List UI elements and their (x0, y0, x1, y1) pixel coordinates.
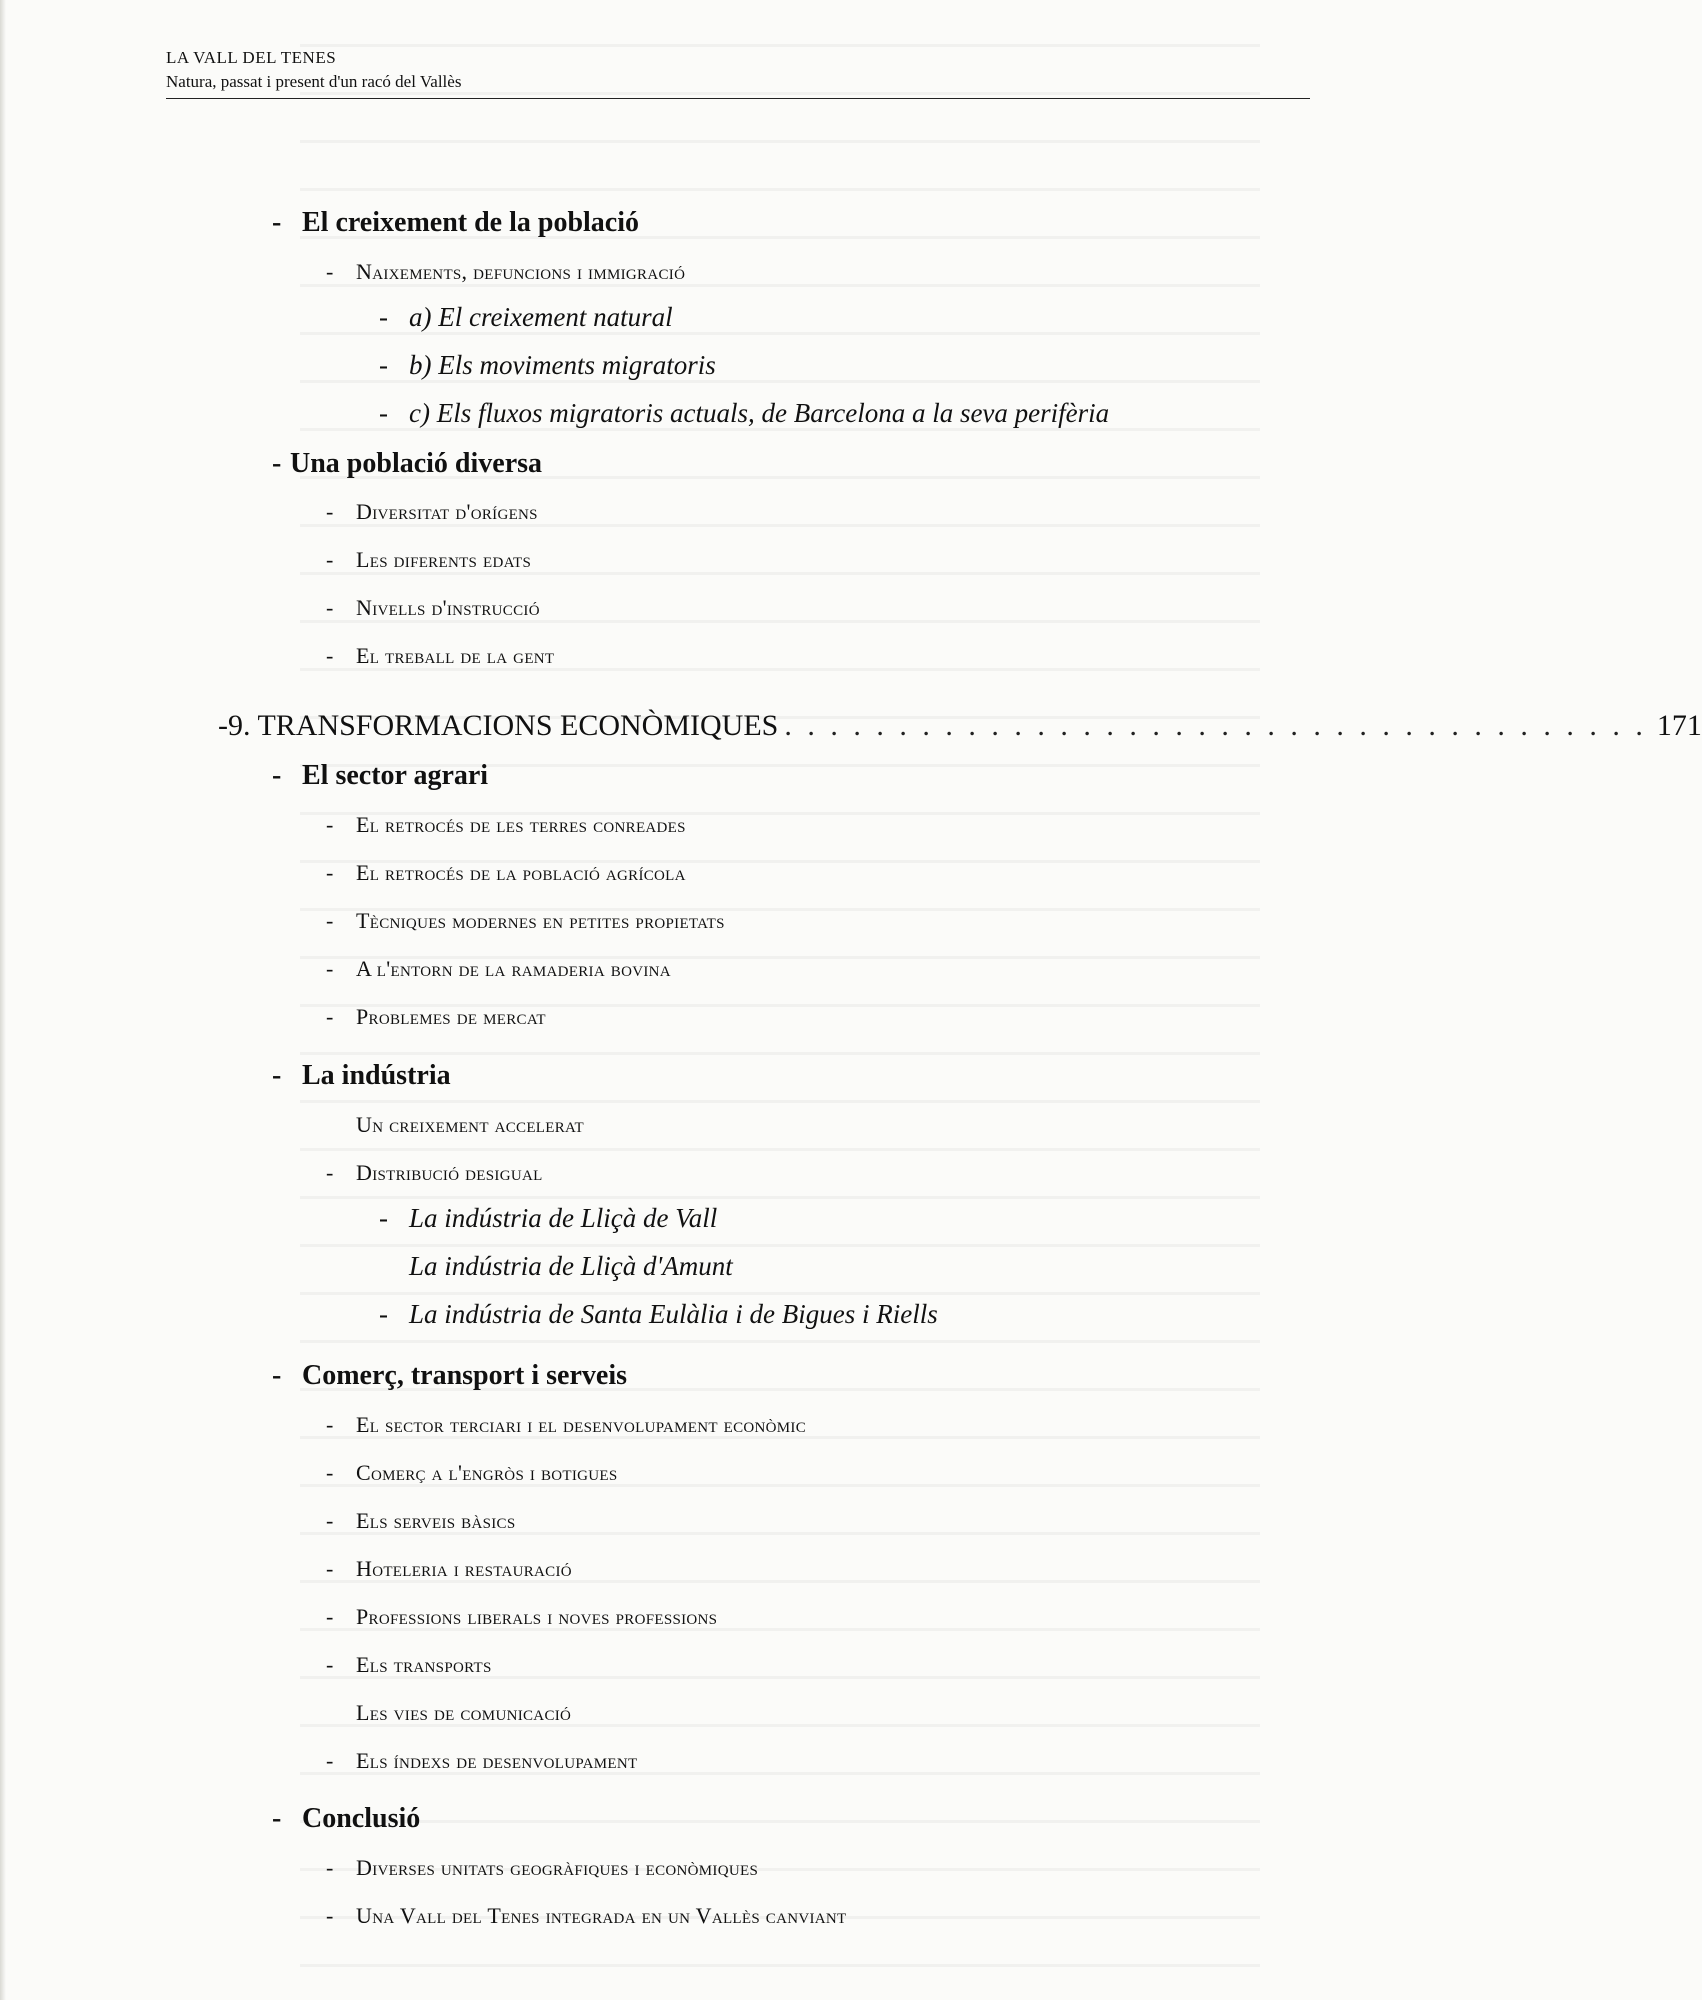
toc-subsection-naixements[interactable] (326, 261, 685, 283)
dash: - (272, 448, 282, 479)
dash: - (326, 1748, 334, 1773)
toc-subsection-label: Un creixement accelerat (356, 1112, 584, 1137)
dash: - (326, 1412, 334, 1437)
toc-subsection-label: Diverses unitats geogràfiques i econòmiques (356, 1855, 759, 1880)
toc-subsection-tecniques-modernes[interactable] (326, 910, 725, 932)
dash: - (326, 1604, 334, 1629)
toc-subsection-label: Naixements, defuncions i immigració (356, 259, 686, 284)
toc-chapter-9[interactable] (218, 709, 1702, 742)
toc-subsection-edats[interactable] (326, 549, 531, 571)
toc-item-label: La indústria de Santa Eulàlia i de Bigues i Riells (409, 1299, 938, 1329)
toc-section-conclusio[interactable] (272, 1805, 420, 1833)
toc-subsection-poblacio-agricola[interactable] (326, 862, 686, 884)
dash: - (326, 1160, 334, 1185)
dash: - (326, 259, 334, 284)
toc-subsection-sector-terciari[interactable] (326, 1414, 806, 1436)
dash: - (326, 1556, 334, 1581)
dash: - (326, 547, 334, 572)
toc-subsection-terres-conreades[interactable] (326, 814, 686, 836)
dot-leader: . . . . . . . . . . . . . . . . . . . . . . . . . . . . . . . . . . . . . . (784, 709, 1647, 742)
toc-section-creixement[interactable] (272, 209, 639, 237)
toc-subsection-serveis-basics[interactable] (326, 1510, 516, 1532)
dash: - (379, 1203, 388, 1233)
dash: - (272, 1360, 282, 1391)
toc-item-label: La indústria de Lliçà de Vall (409, 1203, 718, 1233)
toc-item-llica-damunt[interactable] (379, 1253, 733, 1280)
chapter-title: 9. TRANSFORMACIONS ECONÒMIQUES (228, 709, 779, 742)
toc-item-label: b) Els moviments migratoris (409, 350, 716, 380)
toc-subsection-creixement-accelerat[interactable] (326, 1114, 584, 1136)
toc-subsection-label: Les vies de comunicació (356, 1700, 572, 1725)
dash: - (326, 643, 334, 668)
dash: - (379, 1299, 388, 1329)
toc-subsection-label: Els transports (356, 1652, 492, 1677)
dash: - (326, 499, 334, 524)
toc-subsection-label: Una Vall del Tenes integrada en un Vallès canviant (356, 1903, 847, 1928)
toc-subsection-label: Tècniques modernes en petites propietats (356, 908, 725, 933)
page-number: 171 (1656, 709, 1702, 742)
toc-subsection-professions[interactable] (326, 1606, 717, 1628)
toc-subsection-label: El retrocés de la població agrícola (356, 860, 686, 885)
toc-subsection-comerc-engros[interactable] (326, 1462, 618, 1484)
dash: - (326, 1903, 334, 1928)
dash: - (326, 860, 334, 885)
toc-subsection-label: Diversitat d'orígens (356, 499, 538, 524)
dash: - (326, 1652, 334, 1677)
toc-subsection-transports[interactable] (326, 1654, 492, 1676)
toc-section-label: Comerç, transport i serveis (302, 1360, 628, 1391)
dash: - (326, 812, 334, 837)
dash: - (326, 595, 334, 620)
toc-section-poblacio-diversa[interactable] (272, 450, 542, 478)
toc-item-label: a) El creixement natural (409, 302, 673, 332)
toc-subsection-diversitat[interactable] (326, 501, 538, 523)
toc-item-moviments-migratoris[interactable] (379, 352, 716, 379)
toc-subsection-hoteleria[interactable] (326, 1558, 572, 1580)
toc-section-label: Conclusió (302, 1803, 421, 1834)
toc-subsection-ramaderia-bovina[interactable] (326, 958, 671, 980)
dash: - (272, 1803, 282, 1834)
dash: - (272, 1060, 282, 1091)
dash: - (272, 760, 282, 791)
toc-section-comerc[interactable] (272, 1362, 627, 1390)
dash: - (326, 1004, 334, 1029)
toc-subsection-label: El retrocés de les terres conreades (356, 812, 686, 837)
toc-subsection-label: Distribució desigual (356, 1160, 543, 1185)
book-subtitle: Natura, passat i present d'un racó del Vallès (166, 72, 462, 91)
toc-item-label: c) Els fluxos migratoris actuals, de Barcelona a la seva perifèria (409, 398, 1110, 428)
toc-item-fluxos-migratoris[interactable] (379, 400, 1109, 427)
toc-item-creixement-natural[interactable] (379, 304, 673, 331)
toc-subsection-unitats-geografiques[interactable] (326, 1857, 758, 1879)
toc-item-llica-de-vall[interactable] (379, 1205, 717, 1232)
toc-subsection-instruccio[interactable] (326, 597, 540, 619)
toc-subsection-label: Comerç a l'engròs i botigues (356, 1460, 618, 1485)
toc-subsection-distribucio-desigual[interactable] (326, 1162, 543, 1184)
toc-section-label: El sector agrari (302, 760, 489, 791)
dash: - (379, 398, 388, 428)
dash: - (379, 350, 388, 380)
toc-subsection-index-desenvolupament[interactable] (326, 1750, 637, 1772)
toc-subsection-vies-comunicacio[interactable] (326, 1702, 571, 1724)
toc-subsection-label: Professions liberals i noves professions (356, 1604, 718, 1629)
toc-item-santa-eulalia-bigues[interactable] (379, 1301, 938, 1328)
dash: - (326, 956, 334, 981)
toc-section-sector-agrari[interactable] (272, 762, 488, 790)
toc-subsection-problemes-mercat[interactable] (326, 1006, 546, 1028)
toc-subsection-label: Els índexs de desenvolupament (356, 1748, 638, 1773)
toc-item-label: La indústria de Lliçà d'Amunt (409, 1251, 733, 1281)
dash: - (379, 302, 388, 332)
toc-subsection-treball[interactable] (326, 645, 554, 667)
dash: - (326, 908, 334, 933)
toc-subsection-label: A l'entorn de la ramaderia bovina (356, 956, 671, 981)
toc-subsection-label: El treball de la gent (356, 643, 555, 668)
toc-section-label: El creixement de la població (302, 207, 639, 238)
dash: - (326, 1460, 334, 1485)
toc-section-label: La indústria (302, 1060, 451, 1091)
toc-subsection-label: El sector terciari i el desenvolupament econòmic (356, 1412, 807, 1437)
toc-subsection-label: Hoteleria i restauració (356, 1556, 572, 1581)
toc-subsection-label: Les diferents edats (356, 547, 532, 572)
dash: - (218, 709, 228, 742)
toc-subsection-label: Problemes de mercat (356, 1004, 546, 1029)
book-title: LA VALL DEL TENES (166, 48, 337, 67)
toc-subsection-label: Els serveis bàsics (356, 1508, 516, 1533)
toc-subsection-vall-tenes-integrada[interactable] (326, 1905, 847, 1927)
dash: - (326, 1855, 334, 1880)
toc-subsection-label: Nivells d'instrucció (356, 595, 540, 620)
dash: - (326, 1508, 334, 1533)
dash: - (272, 207, 282, 238)
toc-section-industria[interactable] (272, 1062, 451, 1090)
toc-section-label: Una població diversa (290, 448, 543, 479)
